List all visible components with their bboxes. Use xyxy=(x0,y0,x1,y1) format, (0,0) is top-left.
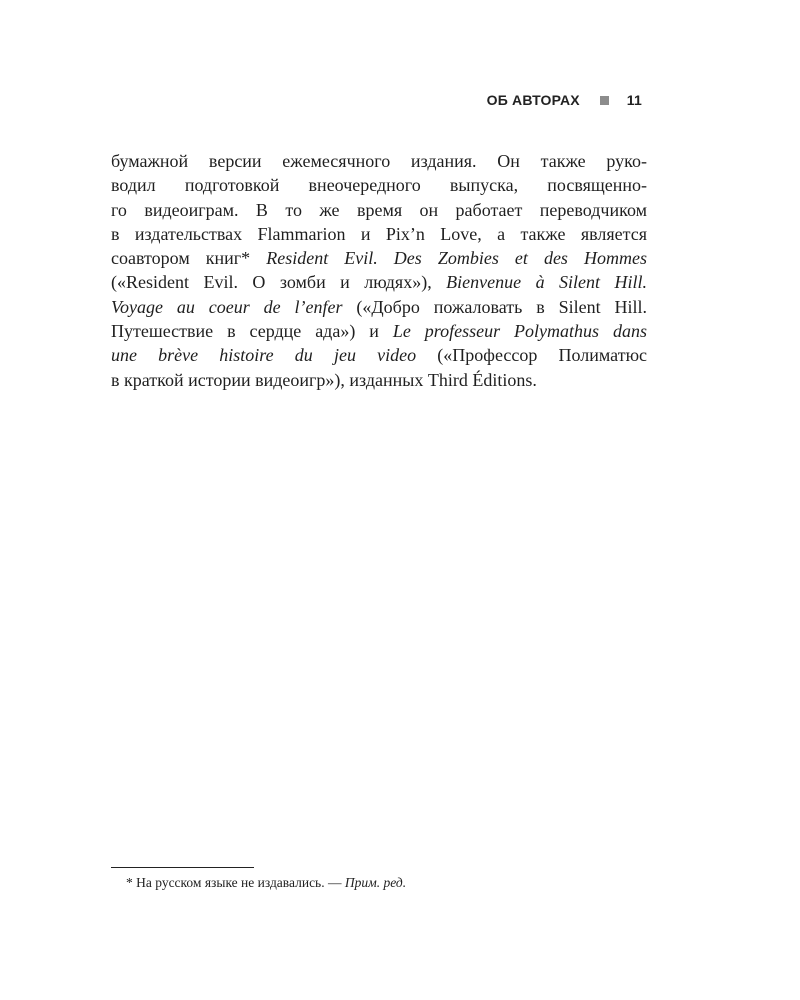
text-line: une brève histoire du jeu video («Профессор Полиматюс xyxy=(111,345,648,366)
footnote-text: * На русском языке не издавались. — xyxy=(126,875,345,890)
text-line: («Resident Evil. О зомби и людях»), Bienvenue à Silent Hill. xyxy=(111,272,647,293)
footnote-attribution: Прим. ред. xyxy=(344,875,407,890)
text-line: водил подготовкой внеочередного выпуска, посвященно- xyxy=(111,175,647,196)
text-line: соавтором книг* Resident Evil. Des Zombies et des Hommes xyxy=(111,248,647,269)
page-number: 11 xyxy=(626,92,642,108)
separator-square-icon xyxy=(600,96,609,105)
body-paragraph xyxy=(111,149,647,392)
text-line: бумажной версии ежемесячного издания. Он также руко- xyxy=(111,151,647,171)
book-title: Le professeur Polymathus dans xyxy=(392,321,647,342)
book-title: Voyage au coeur de l’enfer xyxy=(111,296,343,317)
text-line: в издательствах Flammarion и Pix’n Love, а также является xyxy=(111,223,647,244)
book-title: une brève histoire du jeu video xyxy=(111,345,417,366)
text-line: Путешествие в сердце ада») и Le professeur Polymathus dans xyxy=(111,321,647,342)
footnote xyxy=(126,875,406,891)
book-title: Bienvenue à Silent Hill. xyxy=(446,272,647,293)
running-head xyxy=(487,92,642,108)
text-line: го видеоиграм. В то же время он работает переводчиком xyxy=(111,199,647,220)
text-line: в краткой истории видеоигр»), изданных Third Éditions. xyxy=(111,369,537,390)
book-title: Resident Evil. Des Zombies et des Hommes xyxy=(266,248,647,269)
footnote-rule xyxy=(111,867,254,868)
section-title: ОБ АВТОРАХ xyxy=(486,92,580,108)
text-line: Voyage au coeur de l’enfer («Добро пожаловать в Silent Hill. xyxy=(111,296,647,317)
